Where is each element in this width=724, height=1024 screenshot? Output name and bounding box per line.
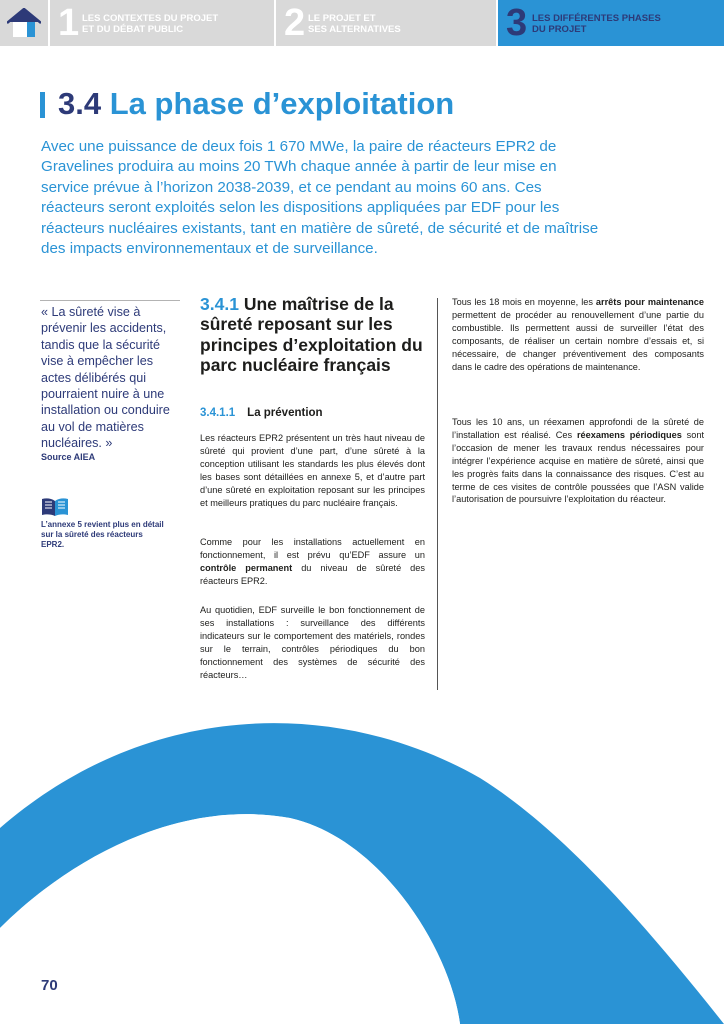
- intro-paragraph: Avec une puissance de deux fois 1 670 MWe, la paire de réacteurs EPR2 de Gravelines produira au moins 20 TWh chaque année à partir de leur mise en service prévue à l’horizon 2038-2039, et ce pendant au moins 60 ans. Ces réacteurs seront exploités selon les dispositions appliquées par EDF pour les réacteurs nucléaires existants, tant en matière de sûreté, de sécurité et de maîtrise des impacts environnementaux et de surveillance.: [41, 138, 599, 258]
- page-title: [58, 84, 454, 124]
- body-paragraph: Les réacteurs EPR2 présentent un très haut niveau de sûreté qui provient d’une part, d’une sûreté à la conception utilisant les standards les plus élevés dont les bases sont détaillées en annexe 5, et d’autre part d’une sûreté en exploitation reposant sur les principes et meilleurs pratiques du parc nucléaire français.: [200, 433, 425, 508]
- column-divider: [437, 298, 438, 690]
- text-run: Comme pour les installations actuellement en fonctionnement, il est prévu qu’EDF assure un: [200, 537, 425, 560]
- section-number: 3.4.1: [200, 294, 239, 314]
- text-run: permettent de procéder au renouvellement d’une partie du combustible. Ils permettent aussi de surveiller l’état des composants, de réaliser un certain nombre d’essais et, si nécessaire, de changer préventivement des composants dans le cadre des opérations de maintenance.: [452, 309, 704, 372]
- home-button[interactable]: [0, 0, 48, 46]
- tab-number: 1: [58, 2, 80, 44]
- decorative-ring: [0, 718, 724, 1024]
- body-paragraph: [452, 296, 704, 373]
- body-paragraph: [200, 536, 425, 588]
- quote-source: Source AIEA: [41, 452, 96, 462]
- title-accent-bar: [40, 92, 45, 118]
- tab-phases-projet[interactable]: [498, 0, 724, 46]
- subsection-number: 3.4.1.1: [200, 407, 236, 419]
- tab-number: 3: [506, 2, 528, 44]
- annex-text: revient plus en détail sur la sûreté des réacteurs EPR2.: [41, 520, 164, 549]
- bold-term: arrêts pour maintenance: [595, 297, 704, 307]
- subsection-title: La prévention: [247, 407, 323, 419]
- text-run: Tous les 18 mois en moyenne, les: [452, 297, 596, 307]
- book-icon: [41, 497, 69, 517]
- tab-number: 2: [284, 2, 306, 44]
- text-run: Tous les 10 ans, un réexamen approfondi de la sûreté de l’installation est réalisé. Ces: [452, 417, 704, 440]
- body-paragraph: [452, 416, 704, 506]
- tab-projet-alternatives[interactable]: [276, 0, 496, 46]
- tab-contextes[interactable]: [50, 0, 274, 46]
- quote-divider: [40, 300, 180, 301]
- house-icon: [7, 8, 41, 38]
- text-run: du niveau de sûreté des réacteurs EPR2.: [200, 562, 426, 586]
- section-heading: [200, 294, 430, 376]
- annex-reference: [41, 520, 166, 550]
- pull-quote: « La sûreté vise à prévenir les accidents, tandis que la sécurité vise à empêcher les actes délibérés qui pourraient nuire à une installation ou conduire au vol de matières nucléaires. »: [41, 305, 170, 451]
- bold-term: réexamens périodiques: [576, 429, 682, 440]
- title-text: La phase d’exploitation: [109, 86, 455, 121]
- section-title: Une maîtrise de la sûreté reposant sur les principes d’exploitation du parc nucléaire français: [200, 294, 423, 376]
- title-number: 3.4: [58, 86, 102, 121]
- page-number: 70: [41, 977, 58, 994]
- tab-label: LE PROJET ET SES ALTERNATIVES: [308, 13, 401, 35]
- top-navigation: [0, 0, 724, 46]
- annex-link[interactable]: L’annexe 5: [41, 520, 82, 529]
- text-run: sont l’occasion de mener les travaux rendus nécessaires pour intégrer l’expérience acquise en matière de sûreté, ainsi que les progrès faits dans la connaissance des risques. C’est au terme de ces visites de contrôle poussées que l’ASN valide l’autorisation de poursuivre l’exploitation du réacteur.: [452, 429, 704, 505]
- body-paragraph: Au quotidien, EDF surveille le bon fonctionnement de ses installations : surveillance des différents indicateurs sur le comportement des matériels, rondes sur le terrain, contrôles périodiques du bon fonctionnement des systèmes de sécurité des réacteurs…: [200, 605, 425, 680]
- tab-label: LES CONTEXTES DU PROJET ET DU DÉBAT PUBLIC: [82, 13, 219, 35]
- bold-term: contrôle permanent: [200, 562, 293, 573]
- subsection-heading: [200, 407, 323, 419]
- tab-label: LES DIFFÉRENTES PHASES DU PROJET: [532, 13, 661, 35]
